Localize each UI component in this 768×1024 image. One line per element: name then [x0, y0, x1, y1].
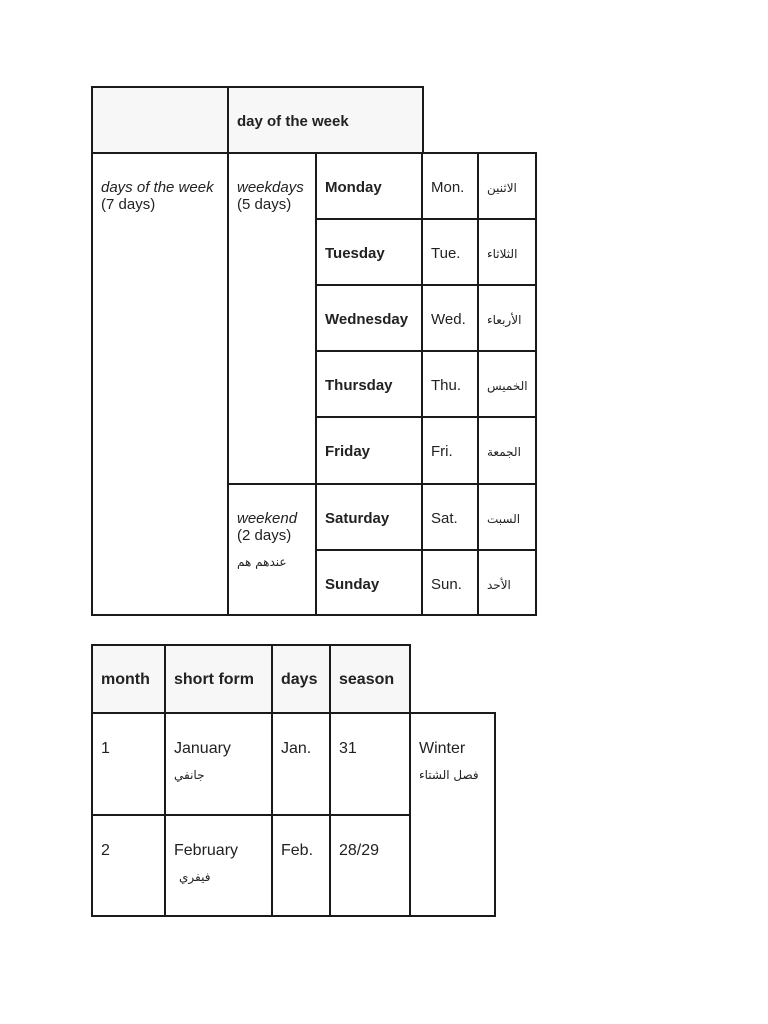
day-short: Thu. [431, 377, 462, 394]
day-short: Tue. [431, 245, 461, 262]
weekdays-count: (5 days) [237, 196, 292, 213]
month-header-cell [329, 644, 411, 714]
month-short-cell [271, 712, 331, 816]
day-short: Wed. [431, 311, 466, 328]
week-header-cell [227, 86, 424, 154]
day-arabic-cell [477, 218, 537, 286]
day-short: Fri. [431, 443, 453, 460]
day-short-cell [421, 350, 479, 418]
week-header-empty-cell [91, 86, 229, 154]
weekdays-label: weekdays [237, 179, 304, 196]
season-cell [409, 712, 496, 917]
day-name-cell [315, 549, 423, 616]
day-name: Monday [325, 179, 382, 196]
day-name-cell [315, 284, 423, 352]
days-of-week-count: (7 days) [101, 196, 156, 213]
month-name-cell [164, 712, 273, 816]
day-short-cell [421, 483, 479, 551]
weekend-label: weekend [237, 510, 298, 527]
month-name: February [174, 842, 239, 859]
month-days: 28/29 [339, 842, 380, 859]
day-arabic-cell [477, 152, 537, 220]
day-arabic: الأربعاء [487, 313, 522, 327]
month-header-season: season [339, 671, 395, 688]
day-name: Friday [325, 443, 371, 460]
month-days: 31 [339, 740, 357, 757]
weekend-arabic-note: عندهم هم [237, 555, 287, 569]
day-arabic: الجمعة [487, 445, 521, 459]
day-short: Mon. [431, 179, 465, 196]
day-short: Sun. [431, 576, 462, 593]
month-short-cell [271, 814, 331, 917]
week-header-title: day of the week [237, 113, 349, 130]
day-name: Sunday [325, 576, 380, 593]
month-short: Feb. [281, 842, 314, 859]
day-name: Tuesday [325, 245, 385, 262]
day-name-cell [315, 483, 423, 551]
day-arabic-cell [477, 350, 537, 418]
month-header-cell [271, 644, 331, 714]
month-header-cell [91, 644, 166, 714]
weekend-cell [227, 483, 317, 616]
season-name: Winter [419, 740, 466, 757]
day-short-cell [421, 416, 479, 485]
month-header-short-form: short form [174, 671, 254, 688]
day-arabic-cell [477, 416, 537, 485]
month-header-days: days [281, 671, 318, 688]
month-days-cell [329, 712, 411, 816]
day-name-cell [315, 152, 423, 220]
day-name: Wednesday [325, 311, 409, 328]
day-short-cell [421, 284, 479, 352]
days-of-week-label: days of the week [101, 179, 214, 196]
day-name-cell [315, 350, 423, 418]
day-arabic-cell [477, 483, 537, 551]
month-name: January [174, 740, 231, 757]
day-arabic: الأحد [487, 578, 511, 592]
weekend-count: (2 days) [237, 527, 292, 544]
day-short-cell [421, 549, 479, 616]
month-arabic: فيفري [179, 870, 211, 884]
day-short-cell [421, 218, 479, 286]
days-of-week-cell [91, 152, 229, 616]
month-number: 2 [101, 842, 110, 859]
season-arabic: فصل الشتاء [419, 768, 479, 782]
month-number: 1 [101, 740, 110, 757]
day-arabic-cell [477, 284, 537, 352]
day-name: Thursday [325, 377, 393, 394]
day-arabic: الثلاثاء [487, 247, 518, 261]
day-short: Sat. [431, 510, 458, 527]
day-name: Saturday [325, 510, 390, 527]
month-number-cell [91, 712, 166, 816]
day-short-cell [421, 152, 479, 220]
day-name-cell [315, 218, 423, 286]
month-short: Jan. [281, 740, 312, 757]
day-arabic: الاثنين [487, 181, 517, 195]
day-arabic: الخميس [487, 379, 528, 393]
month-header-month: month [101, 671, 150, 688]
weekdays-cell [227, 152, 317, 485]
day-arabic-cell [477, 549, 537, 616]
month-days-cell [329, 814, 411, 917]
month-header-cell [164, 644, 273, 714]
month-number-cell [91, 814, 166, 917]
month-arabic: جانفي [174, 768, 205, 782]
month-name-cell [164, 814, 273, 917]
day-name-cell [315, 416, 423, 485]
day-arabic: السبت [487, 512, 521, 526]
